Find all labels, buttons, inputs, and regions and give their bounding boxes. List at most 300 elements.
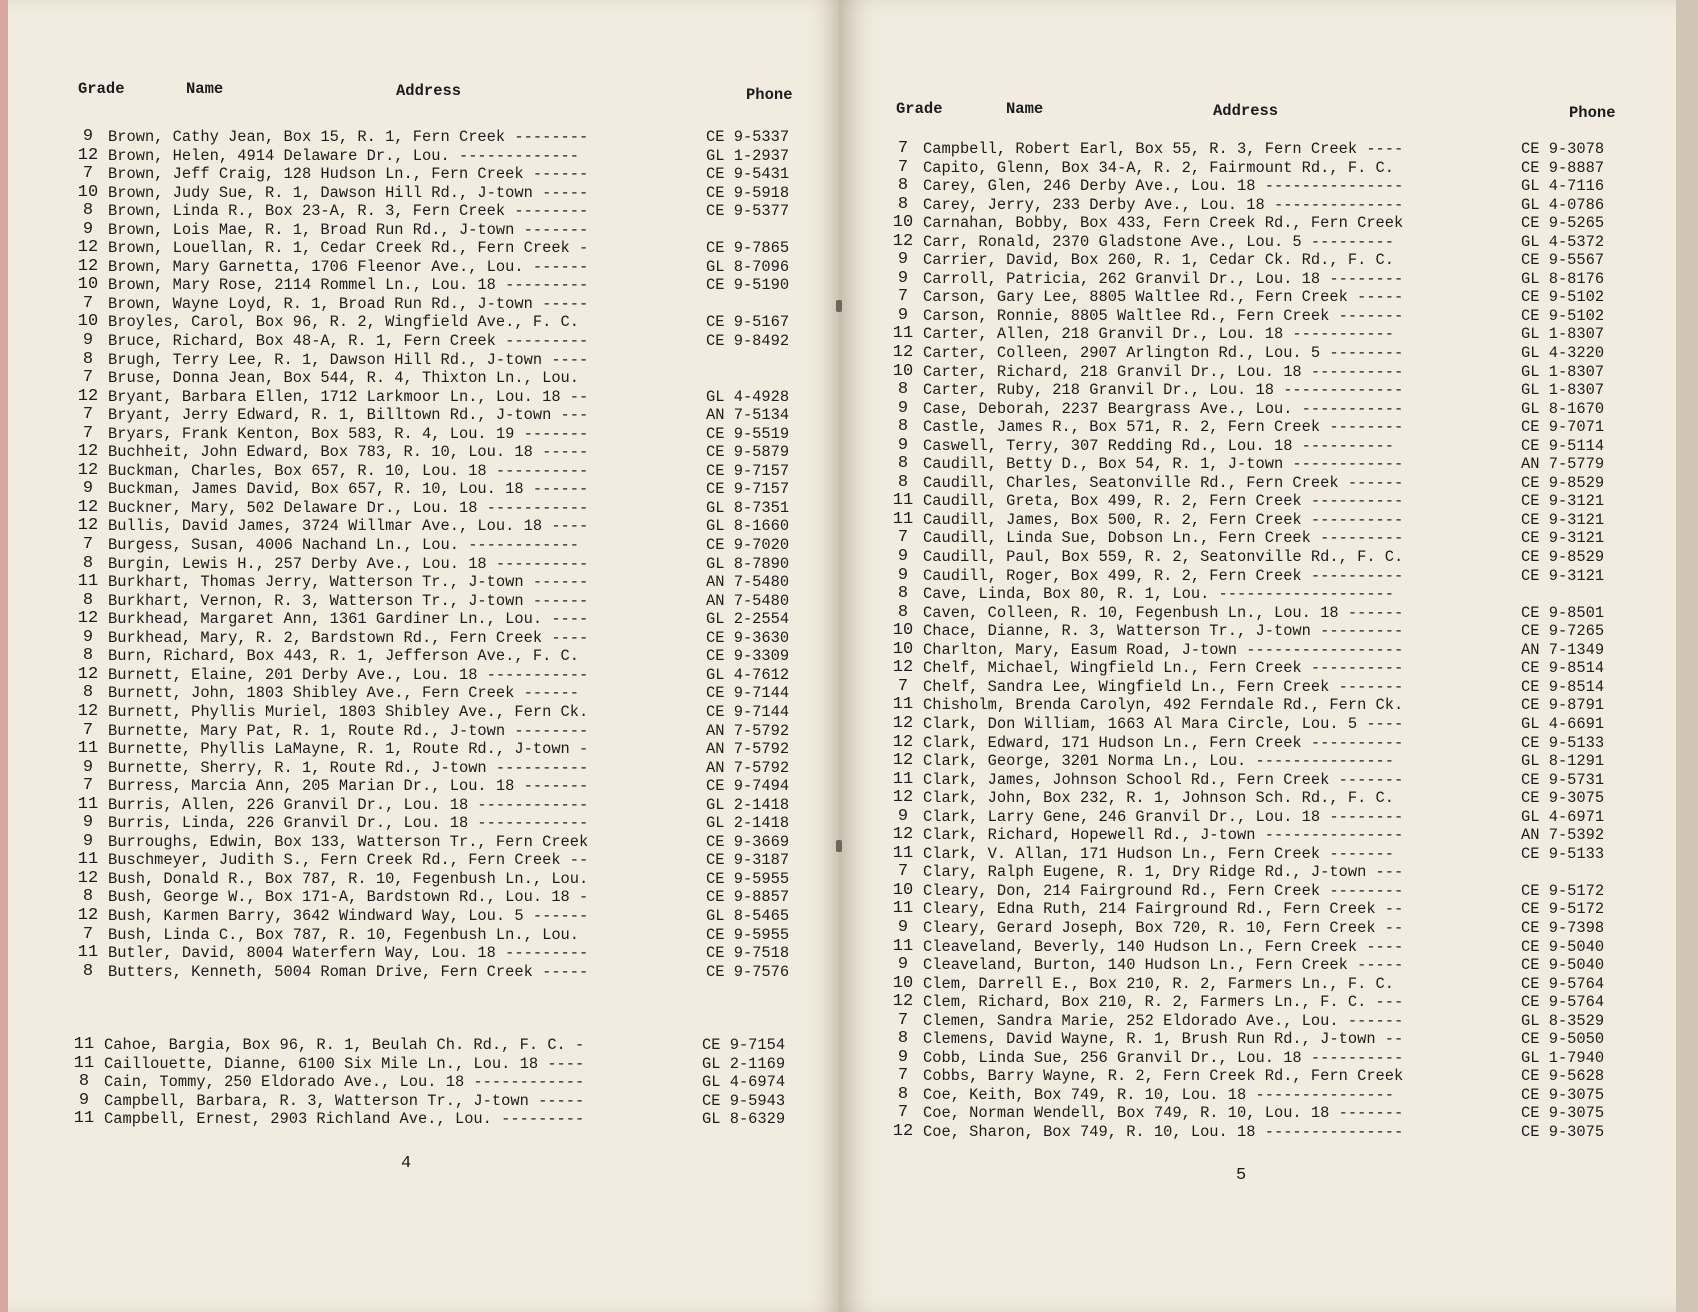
list-item (68, 833, 806, 852)
list-item (883, 604, 1621, 623)
student-grade: 12 (77, 460, 99, 480)
list-item (883, 325, 1621, 344)
header-grade: Grade (896, 100, 943, 118)
student-grade: 9 (82, 479, 94, 499)
student-grade: 9 (82, 627, 94, 647)
student-phone: CE 9-5879 (706, 443, 790, 462)
list-item (68, 295, 806, 314)
list-item (883, 548, 1621, 567)
student-entry: Carnahan, Bobby, Box 433, Fern Creek Rd., Fern Creek (923, 214, 1404, 233)
student-grade: 7 (897, 287, 909, 307)
list-item (68, 740, 806, 759)
student-phone: GL 2-2554 (706, 610, 790, 629)
header-phone: Phone (1569, 104, 1616, 122)
student-grade: 12 (77, 868, 99, 888)
student-phone: GL 8-7096 (706, 257, 790, 276)
student-entry: Cleary, Edna Ruth, 214 Fairground Rd., Fern Creek -- (923, 900, 1404, 919)
list-item (883, 381, 1621, 400)
student-entry: Clem, Richard, Box 210, R. 2, Farmers Ln., F. C. --- (923, 993, 1404, 1012)
student-entry: Coe, Norman Wendell, Box 749, R. 10, Lou. 18 ------- (923, 1104, 1404, 1123)
student-entry: Cobbs, Barry Wayne, R. 2, Fern Creek Rd., Fern Creek (923, 1067, 1404, 1086)
student-grade: 7 (82, 164, 94, 184)
student-grade: 7 (82, 776, 94, 796)
student-grade: 12 (892, 732, 914, 752)
student-entry: Bruce, Richard, Box 48-A, R. 1, Fern Creek --------- (108, 332, 589, 351)
student-grade: 12 (77, 238, 99, 258)
student-grade: 12 (77, 905, 99, 925)
list-item (883, 1067, 1621, 1086)
student-phone: GL 1-8307 (1521, 362, 1605, 381)
student-phone (1521, 863, 1621, 882)
student-entry: Clark, V. Allan, 171 Hudson Ln., Fern Creek ------- (923, 844, 1395, 863)
student-phone: CE 9-5918 (706, 183, 790, 202)
list-item (68, 647, 806, 666)
student-entry: Clark, Richard, Hopewell Rd., J-town --------------- (923, 826, 1404, 845)
list-item (68, 963, 806, 982)
student-entry: Buchheit, John Edward, Box 783, R. 10, Lou. 18 ----- (108, 443, 589, 462)
student-phone: CE 9-8501 (1521, 603, 1605, 622)
student-phone: CE 9-8529 (1521, 473, 1605, 492)
list-item (68, 517, 806, 536)
list-item (883, 900, 1621, 919)
list-item (68, 313, 806, 332)
student-phone: GL 1-8307 (1521, 325, 1605, 344)
student-grade: 7 (82, 720, 94, 740)
list-item (883, 529, 1621, 548)
student-entry: Brown, Wayne Loyd, R. 1, Broad Run Rd., J-town ----- (108, 294, 589, 313)
student-entry: Carey, Jerry, 233 Derby Ave., Lou. 18 -------------- (923, 195, 1404, 214)
student-grade: 7 (897, 139, 909, 158)
student-entry: Cleary, Don, 214 Fairground Rd., Fern Creek -------- (923, 881, 1404, 900)
student-grade: 8 (897, 417, 909, 437)
list-item (883, 307, 1621, 326)
student-grade: 9 (897, 1047, 909, 1067)
student-grade: 9 (897, 547, 909, 567)
student-phone: CE 9-7154 (702, 1036, 786, 1054)
student-phone: CE 9-5172 (1521, 900, 1605, 919)
student-entry: Caudill, Greta, Box 499, R. 2, Fern Creek ---------- (923, 492, 1404, 511)
student-grade: 9 (82, 831, 94, 851)
student-entry: Burnette, Sherry, R. 1, Route Rd., J-town ---------- (108, 758, 589, 777)
student-phone: CE 9-3075 (1521, 1085, 1605, 1104)
list-item (68, 239, 806, 258)
student-grade: 12 (892, 658, 914, 678)
student-grade: 8 (897, 380, 909, 400)
student-grade: 12 (892, 825, 914, 845)
list-item (68, 351, 806, 370)
student-grade: 8 (897, 176, 909, 196)
student-grade: 7 (82, 535, 94, 555)
student-phone: CE 9-3121 (1521, 566, 1605, 585)
student-entry: Coe, Keith, Box 749, R. 10, Lou. 18 --------------- (923, 1085, 1395, 1104)
student-grade: 8 (897, 194, 909, 214)
student-grade: 7 (897, 1066, 909, 1086)
list-item (68, 573, 806, 592)
list-item (64, 1092, 802, 1111)
student-grade: 7 (82, 405, 94, 425)
list-item (883, 826, 1621, 845)
student-entry: Caudill, Paul, Box 559, R. 2, Seatonville Rd., F. C. (923, 548, 1404, 567)
student-phone: CE 9-3309 (706, 647, 790, 666)
directory-list-c-continued (883, 140, 1621, 1142)
list-item (64, 1110, 802, 1129)
student-entry: Clark, George, 3201 Norma Ln., Lou. --------------- (923, 752, 1395, 771)
student-grade: 9 (78, 1090, 90, 1110)
student-grade: 11 (892, 936, 914, 956)
student-grade: 12 (892, 343, 914, 363)
student-entry: Carter, Richard, 218 Granvil Dr., Lou. 18 ---------- (923, 362, 1404, 381)
student-phone: CE 9-5731 (1521, 770, 1605, 789)
student-phone: CE 9-5102 (1521, 306, 1605, 325)
student-grade: 12 (892, 713, 914, 733)
student-entry: Burn, Richard, Box 443, R. 1, Jefferson Ave., F. C. (108, 647, 580, 666)
student-phone: CE 9-3075 (1521, 1122, 1605, 1141)
student-phone: GL 1-8307 (1521, 381, 1605, 400)
list-item (883, 1030, 1621, 1049)
student-grade: 12 (77, 664, 99, 684)
list-item (883, 400, 1621, 419)
list-item (68, 703, 806, 722)
header-phone: Phone (746, 86, 793, 104)
student-phone: GL 4-4928 (706, 387, 790, 406)
student-phone: AN 7-1349 (1521, 640, 1605, 659)
student-grade: 9 (82, 813, 94, 833)
header-grade: Grade (78, 80, 125, 98)
list-item (883, 1123, 1621, 1142)
student-entry: Clark, Don William, 1663 Al Mara Circle, Lou. 5 ---- (923, 714, 1404, 733)
student-phone (706, 351, 806, 370)
list-item (883, 214, 1621, 233)
student-grade: 7 (897, 1010, 909, 1030)
list-item (883, 641, 1621, 660)
list-item (883, 1086, 1621, 1105)
student-entry: Charlton, Mary, Easum Road, J-town ----------------- (923, 640, 1404, 659)
list-item (68, 388, 806, 407)
student-grade: 7 (82, 368, 94, 388)
list-item (883, 1104, 1621, 1123)
student-grade: 9 (897, 398, 909, 418)
list-item (883, 140, 1621, 159)
student-phone: CE 9-8791 (1521, 696, 1605, 715)
student-phone: CE 9-5133 (1521, 844, 1605, 863)
student-grade: 11 (892, 324, 914, 344)
student-phone: CE 9-5265 (1521, 214, 1605, 233)
student-phone: CE 9-3121 (1521, 492, 1605, 511)
list-item (883, 789, 1621, 808)
list-item (883, 233, 1621, 252)
student-grade: 9 (82, 757, 94, 777)
student-grade: 10 (892, 880, 914, 900)
student-grade: 9 (897, 435, 909, 455)
student-entry: Buckner, Mary, 502 Delaware Dr., Lou. 18 ----------- (108, 498, 589, 517)
student-entry: Burroughs, Edwin, Box 133, Watterson Tr., Fern Creek (108, 832, 589, 851)
list-item (68, 369, 806, 388)
student-phone: CE 9-8857 (706, 888, 790, 907)
student-phone: CE 9-5102 (1521, 288, 1605, 307)
student-entry: Carr, Ronald, 2370 Gladstone Ave., Lou. 5 --------- (923, 232, 1395, 251)
student-phone (706, 295, 806, 314)
list-item (68, 907, 806, 926)
student-grade: 10 (77, 182, 99, 202)
student-grade: 11 (77, 572, 99, 592)
student-entry: Burgin, Lewis H., 257 Derby Ave., Lou. 18 ---------- (108, 554, 589, 573)
list-item (883, 288, 1621, 307)
student-entry: Broyles, Carol, Box 96, R. 2, Wingfield Ave., F. C. (108, 313, 580, 332)
list-item (68, 796, 806, 815)
list-item (68, 684, 806, 703)
student-phone: CE 9-7576 (706, 962, 790, 981)
student-entry: Clark, John, Box 232, R. 1, Johnson Sch. Rd., F. C. (923, 789, 1395, 808)
list-item (883, 771, 1621, 790)
student-phone: CE 9-5955 (706, 925, 790, 944)
list-item (883, 511, 1621, 530)
student-entry: Burnett, John, 1803 Shibley Ave., Fern Creek ------ (108, 684, 580, 703)
list-item (883, 993, 1621, 1012)
student-entry: Butler, David, 8004 Waterfern Way, Lou. 18 --------- (108, 944, 589, 963)
student-grade: 8 (897, 472, 909, 492)
student-phone: CE 9-8529 (1521, 548, 1605, 567)
student-grade: 11 (892, 769, 914, 789)
student-grade: 7 (897, 157, 909, 177)
student-phone: CE 9-5050 (1521, 1030, 1605, 1049)
student-entry: Carrier, David, Box 260, R. 1, Cedar Ck. Rd., F. C. (923, 251, 1395, 270)
student-grade: 11 (77, 850, 99, 870)
student-grade: 9 (897, 305, 909, 325)
student-phone: GL 2-1418 (706, 795, 790, 814)
student-phone: GL 4-7612 (706, 665, 790, 684)
student-phone: CE 9-8514 (1521, 677, 1605, 696)
student-phone: GL 4-6691 (1521, 714, 1605, 733)
student-phone: GL 2-1418 (706, 814, 790, 833)
student-grade: 7 (897, 862, 909, 882)
list-item (883, 455, 1621, 474)
student-entry: Bullis, David James, 3724 Willmar Ave., Lou. 18 ---- (108, 517, 589, 536)
student-grade: 9 (82, 219, 94, 239)
left-page (0, 0, 839, 1312)
student-entry: Brown, Cathy Jean, Box 15, R. 1, Fern Creek -------- (108, 128, 589, 146)
student-grade: 10 (892, 213, 914, 233)
staple (836, 840, 842, 852)
student-entry: Cave, Linda, Box 80, R. 1, Lou. ------------------- (923, 585, 1395, 604)
student-grade: 8 (897, 1029, 909, 1049)
page-number: 4 (401, 1154, 412, 1173)
student-entry: Bush, George W., Box 171-A, Bardstown Rd., Lou. 18 - (108, 888, 589, 907)
student-grade: 9 (897, 250, 909, 270)
student-entry: Chisholm, Brenda Carolyn, 492 Ferndale Rd., Fern Ck. (923, 696, 1404, 715)
student-phone: GL 8-1291 (1521, 752, 1605, 771)
student-entry: Cleaveland, Beverly, 140 Hudson Ln., Fern Creek ---- (923, 937, 1404, 956)
directory-list-b (68, 128, 806, 981)
student-entry: Bush, Linda C., Box 787, R. 10, Fegenbush Ln., Lou. (108, 925, 580, 944)
student-entry: Campbell, Ernest, 2903 Richland Ave., Lou. --------- (104, 1110, 585, 1129)
list-item (883, 418, 1621, 437)
student-phone: GL 4-5372 (1521, 232, 1605, 251)
list-item (68, 202, 806, 221)
list-item (68, 629, 806, 648)
student-entry: Castle, James R., Box 571, R. 2, Fern Creek -------- (923, 418, 1404, 437)
list-item (68, 443, 806, 462)
list-item (883, 956, 1621, 975)
student-entry: Burkhead, Mary, R. 2, Bardstown Rd., Fern Creek ---- (108, 628, 589, 647)
header-name: Name (1006, 100, 1044, 118)
student-grade: 8 (82, 961, 94, 981)
student-phone: GL 8-1670 (1521, 399, 1605, 418)
student-entry: Cleary, Gerard Joseph, Box 720, R. 10, Fern Creek -- (923, 918, 1404, 937)
student-phone: AN 7-5792 (706, 758, 790, 777)
student-grade: 7 (897, 676, 909, 696)
student-grade: 12 (892, 1121, 914, 1141)
student-grade: 11 (77, 943, 99, 963)
student-entry: Coe, Sharon, Box 749, R. 10, Lou. 18 --------------- (923, 1122, 1404, 1141)
list-item (883, 1049, 1621, 1068)
list-item (883, 344, 1621, 363)
student-grade: 11 (892, 843, 914, 863)
student-phone: CE 9-5172 (1521, 881, 1605, 900)
student-phone: CE 9-7398 (1521, 918, 1605, 937)
staple (836, 300, 842, 312)
student-phone: GL 8-8176 (1521, 269, 1605, 288)
student-entry: Clark, Larry Gene, 246 Granvil Dr., Lou. 18 -------- (923, 807, 1404, 826)
student-entry: Caudill, James, Box 500, R. 2, Fern Creek ---------- (923, 510, 1404, 529)
list-item (68, 759, 806, 778)
list-item (68, 777, 806, 796)
student-entry: Capito, Glenn, Box 34-A, R. 2, Fairmount Rd., F. C. (923, 158, 1395, 177)
list-item (68, 147, 806, 166)
student-phone: AN 7-5792 (706, 721, 790, 740)
list-item (68, 870, 806, 889)
list-item (68, 666, 806, 685)
student-entry: Cahoe, Bargia, Box 96, R. 1, Beulah Ch. Rd., F. C. - (104, 1036, 585, 1054)
list-item (68, 536, 806, 555)
list-item (68, 722, 806, 741)
student-grade: 12 (77, 609, 99, 629)
student-entry: Brown, Judy Sue, R. 1, Dawson Hill Rd., J-town ----- (108, 183, 589, 202)
student-phone: CE 9-5567 (1521, 251, 1605, 270)
list-item (883, 363, 1621, 382)
student-phone: CE 9-7144 (706, 684, 790, 703)
student-phone: GL 1-2937 (706, 146, 790, 165)
student-entry: Caudill, Betty D., Box 54, R. 1, J-town ------------ (923, 455, 1404, 474)
student-entry: Clary, Ralph Eugene, R. 1, Dry Ridge Rd., J-town --- (923, 863, 1404, 882)
student-phone: CE 9-5943 (702, 1091, 786, 1110)
student-entry: Brown, Mary Garnetta, 1706 Fleenor Ave., Lou. ------ (108, 257, 589, 276)
list-item (883, 251, 1621, 270)
list-item (883, 678, 1621, 697)
student-phone: CE 9-7144 (706, 702, 790, 721)
student-phone: CE 9-8492 (706, 332, 790, 351)
student-grade: 11 (73, 1109, 95, 1129)
list-item (883, 196, 1621, 215)
student-phone: CE 9-5190 (706, 276, 790, 295)
student-phone: CE 9-5764 (1521, 993, 1605, 1012)
student-phone: AN 7-5779 (1521, 455, 1605, 474)
student-grade: 12 (892, 231, 914, 251)
student-entry: Clark, James, Johnson School Rd., Fern Creek ------- (923, 770, 1404, 789)
student-grade: 10 (892, 973, 914, 993)
student-entry: Campbell, Robert Earl, Box 55, R. 3, Fern Creek ---- (923, 140, 1404, 158)
student-phone: CE 9-8887 (1521, 158, 1605, 177)
student-phone: GL 2-1169 (702, 1054, 786, 1073)
student-grade: 12 (77, 516, 99, 536)
list-item (883, 659, 1621, 678)
student-entry: Carter, Colleen, 2907 Arlington Rd., Lou. 5 -------- (923, 344, 1404, 363)
student-grade: 11 (892, 695, 914, 715)
student-grade: 8 (82, 887, 94, 907)
list-item (68, 814, 806, 833)
student-entry: Bryant, Barbara Ellen, 1712 Larkmoor Ln., Lou. 18 -- (108, 387, 589, 406)
list-item (68, 851, 806, 870)
student-phone: CE 9-3121 (1521, 510, 1605, 529)
student-phone: CE 9-3187 (706, 851, 790, 870)
student-grade: 12 (77, 386, 99, 406)
student-grade: 11 (892, 491, 914, 511)
student-phone: CE 9-3078 (1521, 140, 1605, 158)
header-address: Address (396, 82, 462, 100)
student-entry: Campbell, Barbara, R. 3, Watterson Tr., J-town ----- (104, 1091, 585, 1110)
student-grade: 9 (897, 565, 909, 585)
student-grade: 12 (77, 442, 99, 462)
student-phone: AN 7-5392 (1521, 826, 1605, 845)
student-entry: Cain, Tommy, 250 Eldorado Ave., Lou. 18 ------------ (104, 1073, 585, 1092)
student-entry: Carter, Ruby, 218 Granvil Dr., Lou. 18 ------------- (923, 381, 1404, 400)
list-item (64, 1055, 802, 1074)
student-grade: 8 (82, 590, 94, 610)
student-entry: Caven, Colleen, R. 10, Fegenbush Ln., Lou. 18 ------ (923, 603, 1404, 622)
student-phone: CE 9-5377 (706, 202, 790, 221)
student-grade: 9 (82, 331, 94, 351)
directory-list-c (64, 1036, 802, 1129)
student-grade: 10 (892, 361, 914, 381)
student-phone: CE 9-7494 (706, 777, 790, 796)
student-phone: CE 9-7518 (706, 944, 790, 963)
student-grade: 8 (897, 584, 909, 604)
list-item (883, 975, 1621, 994)
student-entry: Chelf, Sandra Lee, Wingfield Ln., Fern Creek ------- (923, 677, 1404, 696)
student-phone: GL 4-7116 (1521, 177, 1605, 196)
student-entry: Burnett, Elaine, 201 Derby Ave., Lou. 18 ----------- (108, 665, 589, 684)
list-item (68, 184, 806, 203)
student-entry: Clemens, David Wayne, R. 1, Brush Run Rd., J-town -- (923, 1030, 1404, 1049)
student-grade: 10 (77, 275, 99, 295)
student-phone: CE 9-5040 (1521, 956, 1605, 975)
student-phone: CE 9-3075 (1521, 1104, 1605, 1123)
list-item (64, 1036, 802, 1055)
list-item (883, 177, 1621, 196)
student-grade: 9 (897, 917, 909, 937)
student-phone: AN 7-5792 (706, 740, 790, 759)
student-grade: 10 (892, 639, 914, 659)
student-grade: 7 (897, 1103, 909, 1123)
student-grade: 7 (897, 528, 909, 548)
student-phone: AN 7-5480 (706, 591, 790, 610)
student-grade: 8 (82, 349, 94, 369)
student-entry: Caswell, Terry, 307 Redding Rd., Lou. 18 ---------- (923, 436, 1395, 455)
student-entry: Brown, Linda R., Box 23-A, R. 3, Fern Creek -------- (108, 202, 589, 221)
student-phone: CE 9-3669 (706, 832, 790, 851)
student-phone: CE 9-5167 (706, 313, 790, 332)
student-entry: Chelf, Michael, Wingfield Ln., Fern Creek ---------- (923, 659, 1404, 678)
student-grade: 11 (77, 794, 99, 814)
student-entry: Butters, Kenneth, 5004 Roman Drive, Fern Creek ----- (108, 962, 589, 981)
student-phone: CE 9-8514 (1521, 659, 1605, 678)
student-entry: Buschmeyer, Judith S., Fern Creek Rd., Fern Creek -- (108, 851, 589, 870)
student-phone: CE 9-5431 (706, 165, 790, 184)
list-item (68, 406, 806, 425)
student-entry: Case, Deborah, 2237 Beargrass Ave., Lou. ----------- (923, 399, 1404, 418)
student-grade: 11 (77, 739, 99, 759)
list-item (68, 165, 806, 184)
student-phone: GL 8-7351 (706, 498, 790, 517)
